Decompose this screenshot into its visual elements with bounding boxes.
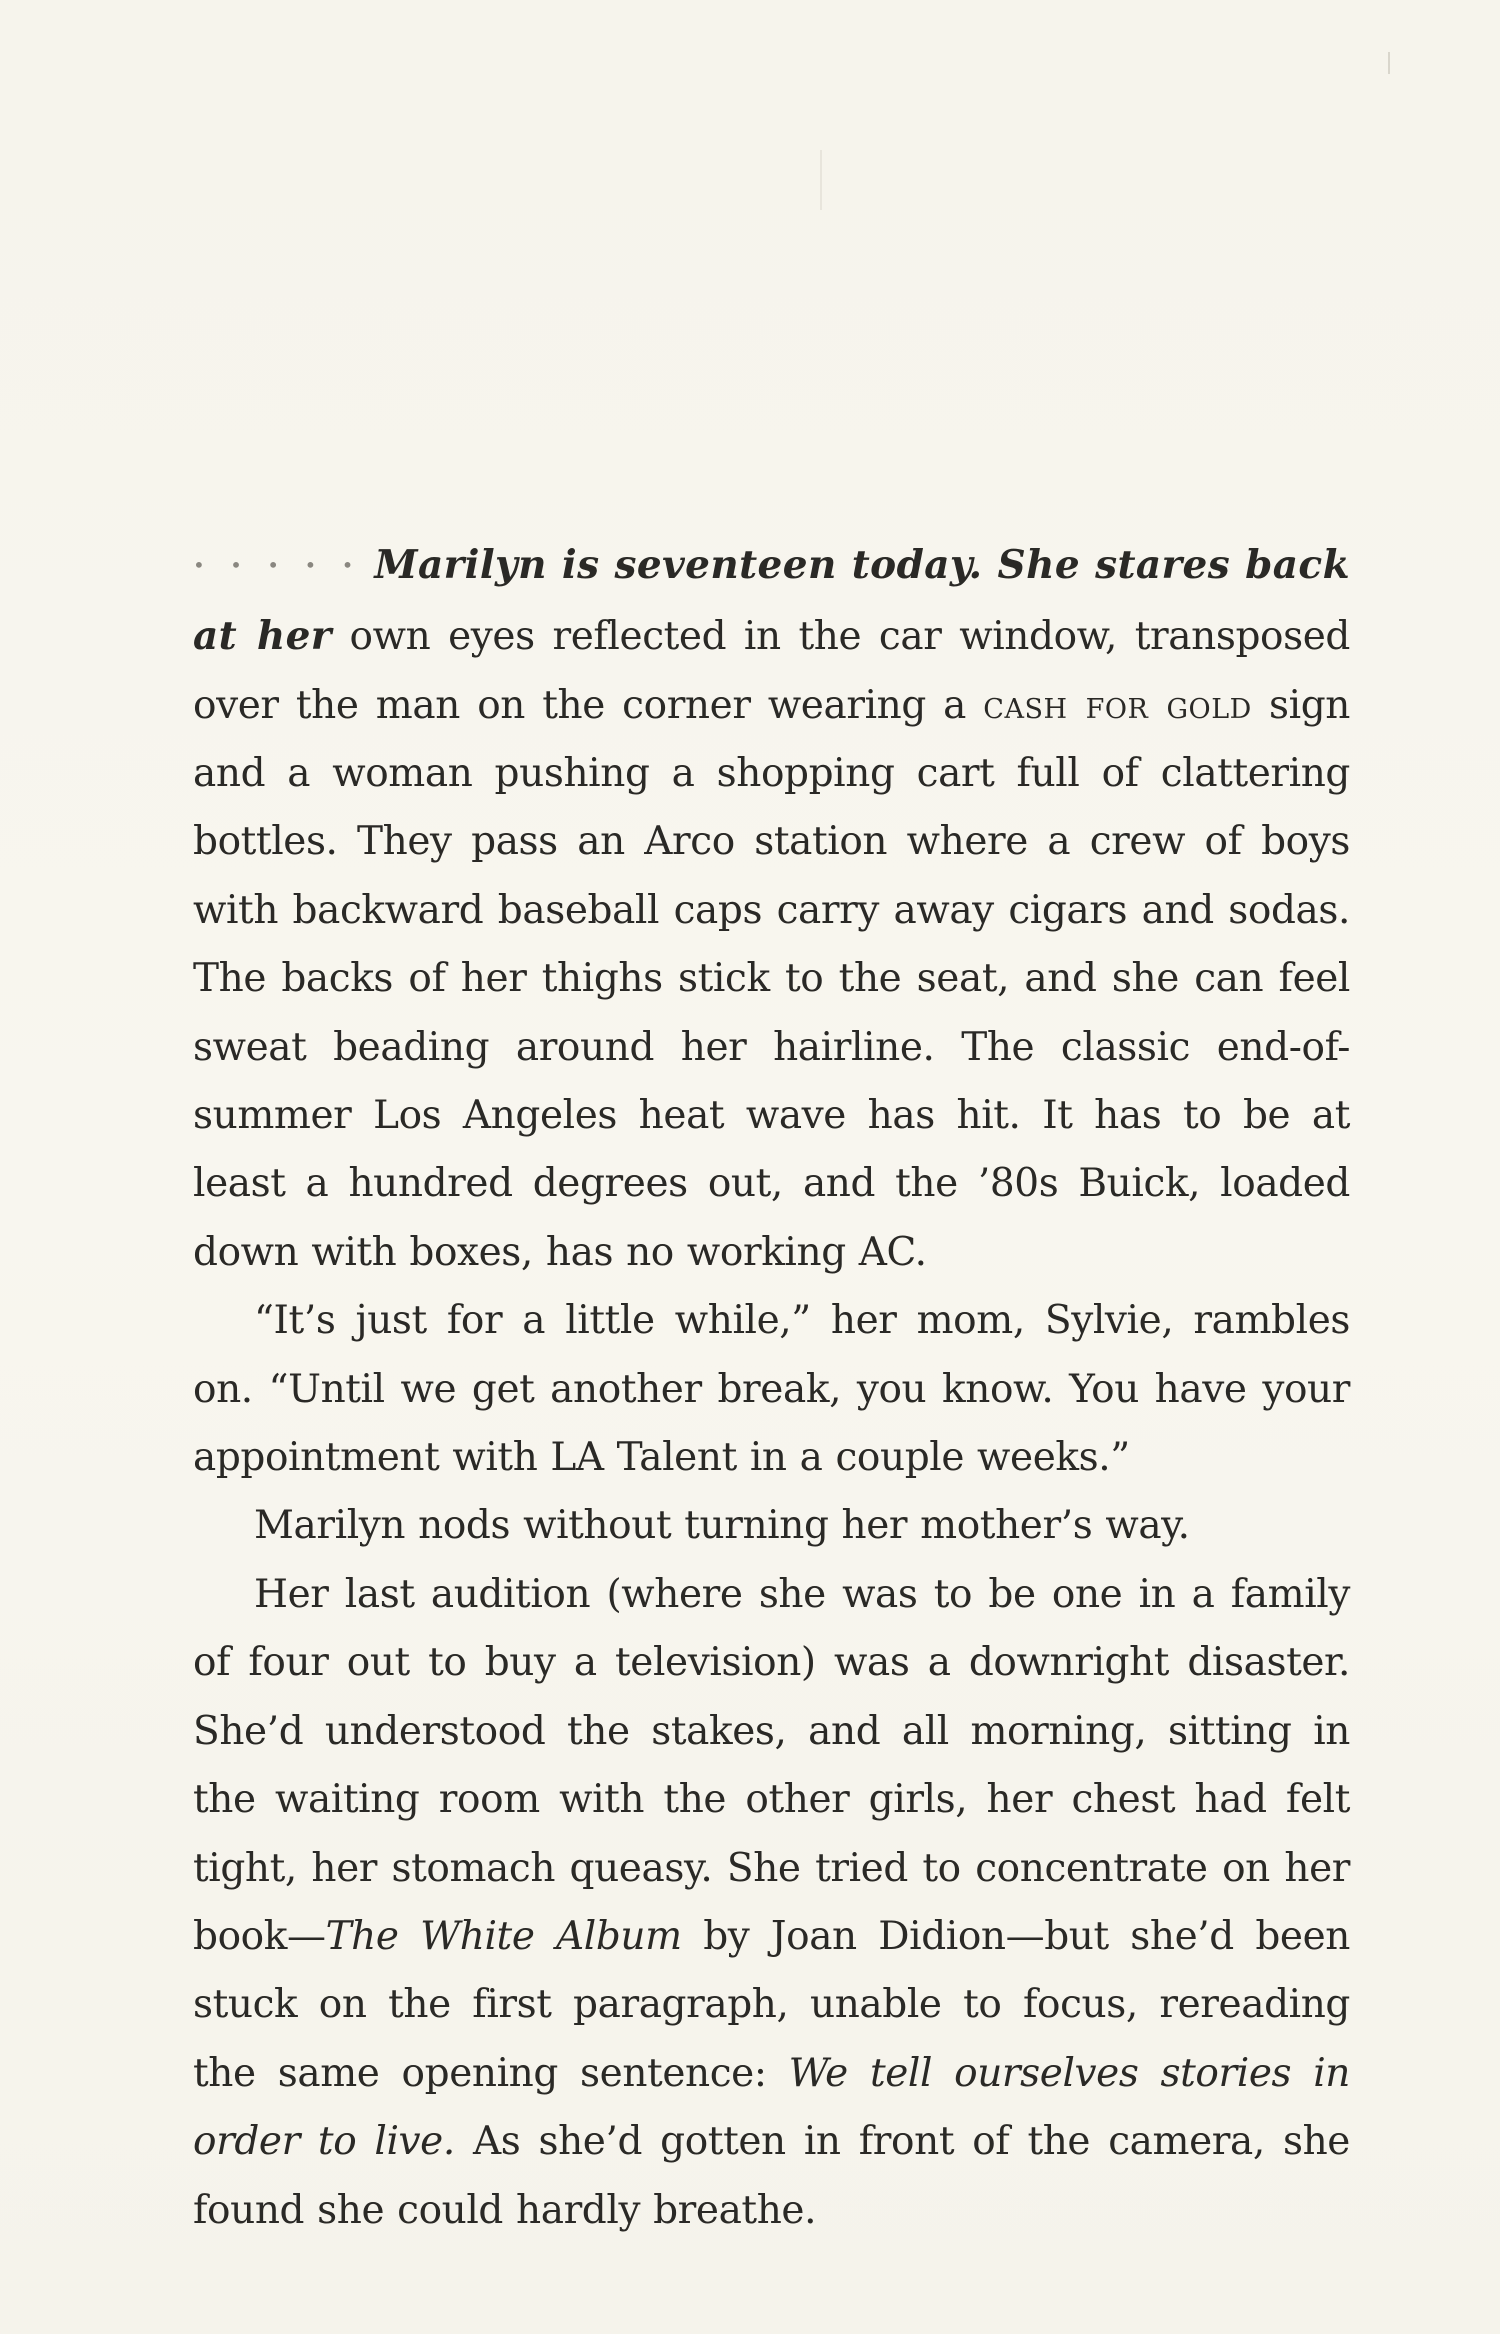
paragraph-3: Marilyn nods without turning her mother’s way. (254, 1503, 1190, 1549)
book-title: The White Album (325, 1913, 682, 1959)
paragraph-4 (193, 1561, 1350, 2245)
paragraph-text: own eyes reflected in the car window, transposed over the man on the corner wearing a (193, 614, 1350, 728)
paper-speck (1388, 52, 1390, 74)
section-ornament: • • • • • (193, 552, 363, 577)
paragraph-text: As she’d gotten in front of the camera, she found she could hardly breathe. (193, 2119, 1350, 2233)
paragraph-text: Her last audition (where she was to be one in a family of four out to buy a television) was a downright disaster. She’d understood the stakes, and all morning, sitting in the waiting room with the other girls, her chest had felt tight, her stomach queasy. She tried to concentrate on her book— (193, 1571, 1350, 1959)
paper-speck (820, 150, 822, 210)
lead-in-text: Marilyn is seventeen today. She stares back at her (193, 542, 1350, 660)
quote-text: We tell ourselves stories in order to live. (193, 2050, 1350, 2165)
paragraph-1 (193, 531, 1350, 1287)
paragraph-2: “It’s just for a little while,” her mom, Sylvie, rambles on. “Until we get another break, you know. You have your appointment with LA Talent in a couple weeks.” (193, 1298, 1350, 1481)
paragraph-text: sign and a woman pushing a shopping cart full of clattering bottles. They pass an Arco station where a crew of boys with backward baseball caps carry away cigars and sodas. The backs of her thighs stick to the seat, and she can feel sweat beading around her hairline. The classic end-of-summer Los Angeles heat wave has hit. It has to be at least a hundred degrees out, and the ’80s Buick, loaded down with boxes, has no working AC. (193, 682, 1350, 1275)
paragraph-text: by Joan Didion—but she’d been stuck on the first paragraph, unable to focus, rereading the same opening sentence: (193, 1913, 1350, 2096)
body-text (193, 531, 1350, 2245)
sign-text: cash for gold (983, 682, 1252, 728)
